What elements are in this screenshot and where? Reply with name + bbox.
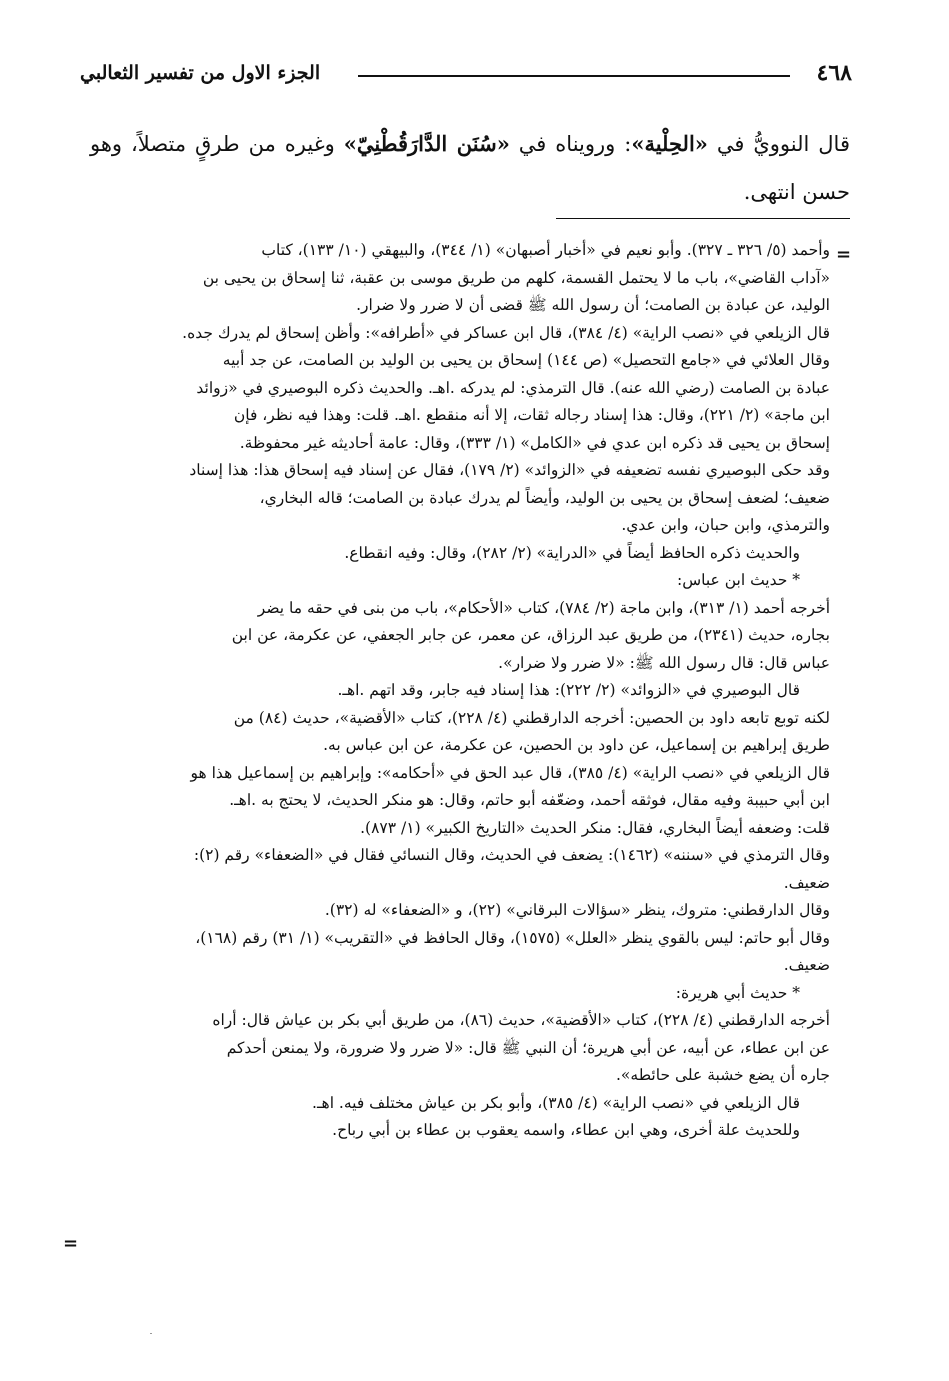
footnote-line: عباس قال: قال رسول الله ﷺ: «لا ضرر ولا ضرار». [498,653,830,672]
footnote-line: * حديث أبي هريرة: [675,983,800,1002]
footnote-line: عن ابن عطاء، عن أبيه، عن أبي هريرة؛ أن النبي ﷺ قال: «لا ضرر ولا ضرورة، ولا يمنعن أحدكم [226,1038,830,1057]
footnote-line: طريق إبراهيم بن إسماعيل، عن داود بن الحصين، عن عكرمة، عن ابن عباس به. [323,736,830,754]
footnote-line: وأحمد (٥/ ٣٢٦ ـ ٣٢٧). وأبو نعيم في «أخبار أصبهان» (١/ ٣٤٤)، والبيهقي (١٠/ ١٣٣)، كتاب [261,241,830,259]
footnote-line: قال البوصيري في «الزوائد» (٢/ ٢٢٢): هذا إسناد فيه جابر، وقد اتهم .اهـ. [337,681,800,699]
footnote-line: والحديث ذكره الحافظ أيضاً في «الدراية» (٢/ ٢٨٢)، وقال: وفيه انقطاع. [344,543,800,562]
main-text-part-1: قال النوويُّ في [707,132,850,156]
continuation-marker-top: = [836,244,852,265]
footnote-line: لكنه توبع تابعه داود بن الحصين: أخرجه الدارقطني (٤/ ٢٢٨)، كتاب «الأقضية»، حديث (٨٤) من [233,708,830,727]
main-text-part-2: : ورويناه في [509,132,632,156]
footnote-line: قال الزيلعي في «نصب الراية» (٤/ ٣٨٥)، قال عبد الحق في «أحكامه»: وإبراهيم بن إسماعيل هذا هو [190,763,830,782]
book-title-hilya: «الحِلْية» [631,131,708,156]
footnote-line: * حديث ابن عباس: [677,571,800,589]
main-text-part-3: وغيره من طرقٍ متصلاً، وهو حسن انتهى. [90,132,850,204]
page-header [80,60,852,94]
book-title-sunan-daraqutni: «سُنَن الدَّارَقُطْنِيّ» [343,131,510,156]
footnote-line: وقال الدارقطني: متروك، ينظر «سؤالات البرقاني» (٢٢)، و «الضعفاء» له (٣٢). [324,901,830,919]
footnote-line: الوليد، عن عبادة بن الصامت؛ أن رسول الله ﷺ قضى أن لا ضرر ولا ضرار. [356,296,830,314]
footnote-line: ابن أبي حبيبة وفيه مقال، فوثقه أحمد، وضعّفه أبو حاتم، وقال: هو منكر الحديث، لا يحتج به .اهـ. [229,791,830,809]
footnote-line: عبادة بن الصامت (رضي الله عنه). قال الترمذي: لم يدركه .اهـ. والحديث ذكره البوصيري في «زوائد [196,378,830,397]
footnote-separator [556,218,850,219]
footnote-line: ابن ماجة» (٢/ ٢٢١)، وقال: هذا إسناد رجاله ثقات، إلا أنه منقطع .اهـ. قلت: وهذا فيه نظر، فإن [233,406,830,424]
header-rule [358,75,790,77]
page-number: ٤٦٨ [816,60,852,86]
footnote-line: والترمذي، وابن حبان، وابن عدي. [621,516,830,534]
footnote-line: وقال العلائي في «جامع التحصيل» (ص ١٤٤) إسحاق بن يحيى بن الوليد بن الصامت، عن جد أبيه [222,351,830,369]
footnote-line: قال الزيلعي في «نصب الراية» (٤/ ٣٨٤)، قال ابن عساكر في «أطرافه»: وأظن إسحاق لم يدرك جده. [182,323,830,342]
footnote-line: ضعيف. [783,956,830,974]
footnote-line: إسحاق بن يحيى قد ذكره ابن عدي في «الكامل» (١/ ٣٣٣)، وقال: عامة أحاديثه غير محفوظة. [239,433,830,452]
footnote-line: وقال أبو حاتم: ليس بالقوي ينظر «العلل» (١٥٧٥)، وقال الحافظ في «التقريب» (١/ ٣١) رقم (١٦٨)، [195,928,830,947]
continuation-marker-bottom: = [63,1233,79,1254]
footnote-line: «آداب القاضي»، باب ما لا يحتمل القسمة، كلهم من طريق موسى بن عقبة، ثنا إسحاق بن يحيى بن [202,268,830,287]
scan-speck [150,1333,152,1334]
footnote-line: قال الزيلعي في «نصب الراية» (٤/ ٣٨٥)، وأبو بكر بن عياش مختلف فيه. اهـ. [312,1093,800,1112]
footnote-line: أخرجه الدارقطني (٤/ ٢٢٨)، كتاب «الأقضية»، حديث (٨٦)، من طريق أبي بكر بن عياش قال: أراه [212,1011,830,1029]
footnote-line: وللحديث علة أخرى، وهي ابن عطاء، واسمه يعقوب بن عطاء بن أبي رباح. [332,1121,800,1139]
footnote-line: وقد حكى البوصيري نفسه تضعيفه في «الزوائد» (٢/ ١٧٩)، فقال عن إسناد فيه إسحاق هذا: هذا إسناد [189,461,830,479]
running-title: الجزء الاول من تفسير الثعالبي [80,62,321,84]
footnote-line: ضعيف؛ لضعف إسحاق بن يحيى بن الوليد، وأيضاً لم يدرك عبادة بن الصامت؛ قاله البخاري، [259,488,830,507]
footnote-line: ضعيف. [783,873,830,892]
main-paragraph [90,120,850,216]
footnotes [94,237,830,1145]
footnote-line: جاره أن يضع خشبة على حائطه». [616,1066,830,1084]
footnote-line: بجاره، حديث (٢٣٤١)، من طريق عبد الرزاق، عن معمر، عن جابر الجعفي، عن عكرمة، عن ابن [231,626,830,644]
footnote-line: قلت: وضعفه أيضاً البخاري، فقال: منكر الحديث «التاريخ الكبير» (١/ ٨٧٣). [360,818,830,837]
footnote-line: وقال الترمذي في «سننه» (١٤٦٢): يضعف في الحديث، وقال النسائي فقال في «الضعفاء» رقم (٢): [193,846,830,864]
footnote-line: أخرجه أحمد (١/ ٣١٣)، وابن ماجة (٢/ ٧٨٤)، كتاب «الأحكام»، باب من بنى في حقه ما يضر [257,598,830,617]
